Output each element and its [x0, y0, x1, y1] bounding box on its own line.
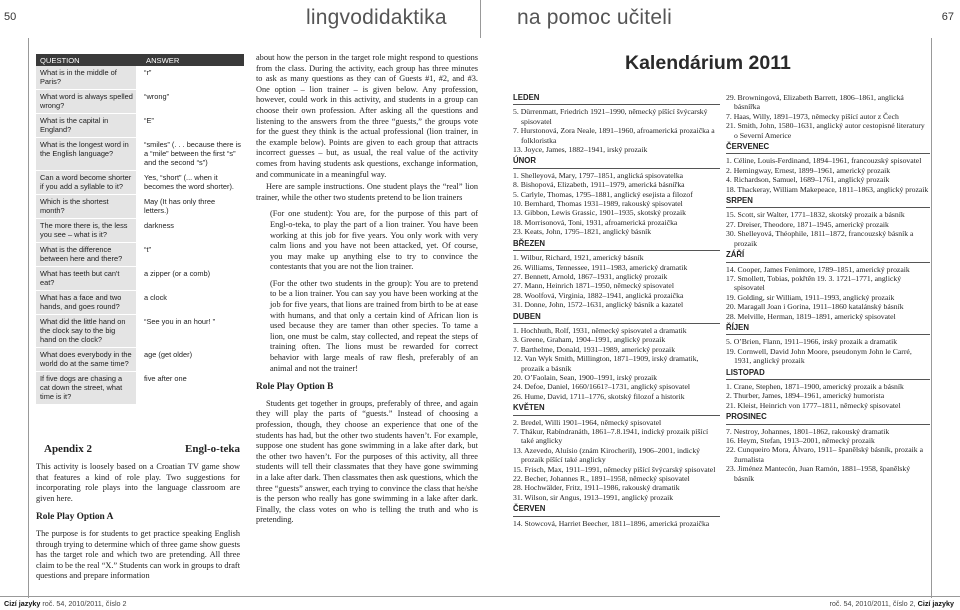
month-rule	[726, 262, 930, 263]
month-rule	[513, 250, 720, 251]
middle-column	[256, 53, 478, 528]
footer-left	[4, 599, 127, 608]
table-row	[36, 291, 244, 315]
calendar-entry: 7. Nestroy, Johannes, 1801–1862, rakouský dramatik	[726, 426, 890, 436]
calendar-month	[726, 93, 930, 140]
calendar-month	[726, 250, 930, 321]
calendar-column-right	[726, 93, 930, 485]
calendar-entry: 2. Bredel, Willi 1901–1964, německý spisovatel	[513, 417, 662, 427]
answer-cell: a zipper (or a comb)	[136, 267, 244, 291]
question-cell: Which is the shortest month?	[36, 195, 136, 219]
calendar-entry: 2. Hemingway, Ernest, 1899–1961, americký prozaik	[726, 165, 891, 175]
calendar-entry: 23. Jiménez Mantecón, Juan Ramón, 1881–1958, španělský básník	[726, 464, 911, 483]
column-question: QUESTION	[40, 55, 80, 65]
calendar-entry: 27. Mann, Heinrich 1871–1950, německý spisovatel	[513, 281, 674, 291]
month-heading: KVĚTEN	[513, 403, 545, 413]
month-heading: DUBEN	[513, 311, 541, 321]
calendar-month	[726, 323, 930, 366]
calendar-entry: 3. Greene, Graham, 1904–1991, anglický prozaik	[513, 335, 666, 345]
calendar-entry: 4. Richardson, Samuel, 1689–1761, anglický prozaik	[726, 175, 890, 185]
month-heading: LEDEN	[513, 93, 540, 102]
calendar-month	[726, 196, 930, 248]
answer-cell: “t”	[136, 243, 244, 267]
month-rule	[513, 516, 720, 517]
calendar-entry: 5. Carlyle, Thomas, 1795–1881, anglický esejista a filozof	[513, 189, 693, 199]
footer-right	[829, 599, 954, 608]
question-cell: If five dogs are chasing a cat down the street, what time is it?	[36, 372, 136, 405]
header-title-left: lingvodidaktika	[306, 6, 447, 29]
calendar-entry: 12. Van Wyk Smith, Millington, 1871–1909, irský dramatik, prozaik a básník	[513, 354, 699, 373]
calendar-entry: 7. Haas, Willy, 1891–1973, německy píšící autor z Čech	[726, 111, 899, 121]
table-header	[36, 54, 244, 66]
journal-name: Cizí jazyky	[4, 599, 41, 608]
answer-cell: “E”	[136, 114, 244, 138]
answer-cell: darkness	[136, 219, 244, 243]
answer-cell: “wrong”	[136, 90, 244, 114]
question-cell: What has a face and two hands, and goes round?	[36, 291, 136, 315]
table-row	[36, 372, 244, 405]
calendar-entry: 26. Williams, Tennessee, 1911–1983, americký dramatik	[513, 262, 688, 272]
issue-info: roč. 54, 2010/2011, číslo 2,	[829, 599, 918, 608]
calendar-entry: 10. Bernhard, Thomas 1931–1989, rakouský spisovatel	[513, 199, 683, 209]
calendar-entry: 5. O’Brien, Flann, 1911–1966, irský prozaik a dramatik	[726, 337, 898, 347]
paragraph: Here are sample instructions. One student plays the “real” lion trainer, while the other two students pretend to be lion trainers	[256, 182, 478, 202]
question-cell: What does everybody in the world do at the same time?	[36, 348, 136, 372]
month-rule	[726, 207, 930, 208]
table-row	[36, 243, 244, 267]
answer-cell: age (get older)	[136, 348, 244, 372]
table-body	[36, 66, 244, 405]
calendar-entry: 19. Golding, sir William, 1911–1993, anglický prozaik	[726, 292, 895, 302]
issue-info: roč. 54, 2010/2011, číslo 2	[40, 599, 127, 608]
calendar-entry: 7. Barthelme, Donald, 1931–1989, americký prozaik	[513, 344, 676, 354]
calendar-month	[513, 312, 720, 402]
appendix-label: Apendix 2	[44, 443, 92, 455]
question-cell: What word is always spelled wrong?	[36, 90, 136, 114]
table-row	[36, 315, 244, 348]
calendar-entry: 28. Melville, Herman, 1819–1891, americký spisovatel	[726, 311, 896, 321]
calendar-month	[513, 93, 720, 154]
journal-name: Cizí jazyky	[917, 599, 954, 608]
month-rule	[513, 415, 720, 416]
calendar-entry: 15. Frisch, Max, 1911–1991, německy píšící švýcarský spisovatel	[513, 464, 716, 474]
calendar-entry: 30. Shelleyová, Théophile, 1811–1872, francouzský básník a prozaik	[726, 229, 914, 248]
month-heading: LISTOPAD	[726, 367, 765, 377]
calendar-entry: 28. Hochwälder, Fritz, 1911–1986, rakouský dramatik	[513, 483, 680, 493]
page-footer	[0, 596, 960, 610]
header-title-right: na pomoc učiteli	[517, 6, 672, 29]
calendar-entry: 23. Keats, John, 1795–1821, anglický básník	[513, 227, 652, 237]
calendar-entry: 29. Browningová, Elizabeth Barrett, 1806–1861, anglická básnířka	[726, 93, 904, 112]
calendar-month	[726, 142, 930, 194]
calendar-entry: 27. Bennett, Arnold, 1867–1931, anglický prozaik	[513, 271, 668, 281]
month-heading: ČERVEN	[513, 504, 546, 514]
question-cell: Can a word become shorter if you add a syllable to it?	[36, 171, 136, 195]
calendar-entry: 21. Smith, John, 1580–1631, anglický autor cestopisné literatury o Severní Americe	[726, 121, 925, 140]
left-margin-rule	[28, 38, 29, 598]
calendar-entry: 21. Kleist, Heinrich von 1777–1811, německý spisovatel	[726, 400, 901, 410]
question-cell: What is the longest word in the English language?	[36, 138, 136, 171]
calendar-entry: 18. Thackeray, William Makepeace, 1811–1863, anglický prozaik	[726, 184, 929, 194]
month-heading: ÚNOR	[513, 156, 536, 166]
calendar-column-left	[513, 93, 720, 530]
month-rule	[513, 168, 720, 169]
calendar-entry: 17. Smollett, Tobias, pokřtěn 19. 3. 1721–1771, anglický spisovatel	[726, 273, 902, 293]
calendar-entry: 1. Shelleyová, Mary, 1797–1851, anglická spisovatelka	[513, 170, 684, 180]
calendar-entry: 7. Thákur, Rabíndranáth, 1861–7.8.1941, indický prozaik píšící také anglicky	[513, 427, 709, 446]
calendar-entry: 13. Gibbon, Lewis Grassic, 1901–1935, skotský prozaik	[513, 208, 686, 218]
answer-cell: five after one	[136, 372, 244, 405]
calendar-entry: 1. Wilbur, Richard, 1921, americký básník	[513, 253, 644, 263]
question-cell: The more there is, the less you see – what is it?	[36, 219, 136, 243]
question-cell: What did the little hand on the clock say to the big hand on the clock?	[36, 315, 136, 348]
month-heading: ŘÍJEN	[726, 322, 749, 332]
column-answer: ANSWER	[146, 55, 180, 65]
appendix-intro: This activity is loosely based on a Croatian TV game show that features a kind of role play. Two suggestions for incorporating role plays into the language classroom are given here.	[36, 462, 240, 503]
calendar-entry: 16. Heym, Stefan, 1913–2001, německý prozaik	[726, 436, 875, 445]
calendar-entry: 15. Scott, sir Walter, 1771–1832, skotský prozaik a básník	[726, 210, 905, 220]
calendar-entry: 1. Céline, Louis-Ferdinand, 1894–1961, francouzský spisovatel	[726, 156, 922, 166]
month-rule	[726, 334, 930, 335]
calendar-entry: 13. Joyce, James, 1882–1941, irský prozaik	[513, 145, 648, 155]
answer-cell: “smiles” (. . . because there is a “mile” between the first “s” and the second “s”)	[136, 138, 244, 171]
answer-cell: “See you in an hour! ”	[136, 315, 244, 348]
question-cell: What is in the middle of Paris?	[36, 66, 136, 90]
page-number-right: 67	[941, 11, 954, 23]
calendar-entry: 14. Cooper, James Fenimore, 1789–1851, americký prozaik	[726, 264, 910, 274]
calendar-entry: 13. Azevedo, Aluísio (znám Kirocheril), 1906–2001, indický prozaik píšící také anglicky	[513, 445, 701, 465]
calendar-entry: 24. Defoe, Daniel, 1660/1661?–1731, anglický spisovatel	[513, 382, 690, 392]
table-row	[36, 171, 244, 195]
calendar-entry: 1. Crane, Stephen, 1871–1900, americký prozaik a básník	[726, 381, 904, 391]
calendar-entry: 14. Stowcová, Harriet Beecher, 1811–1896, americká prozaička	[513, 518, 710, 528]
appendix-title: Engl-o-teka	[185, 443, 240, 455]
page-header	[0, 0, 960, 38]
table-row	[36, 219, 244, 243]
table-row	[36, 138, 244, 171]
calendar-entry: 22. Becher, Johannes R., 1891–1958, německý spisovatel	[513, 474, 690, 484]
table-row	[36, 66, 244, 90]
calendar-entry: 1. Hochhuth, Rolf, 1931, německý spisovatel a dramatik	[513, 325, 687, 335]
calendar-entry: 7. Hurstonová, Zora Neale, 1891–1960, afroamerická prozaička a folkloristka	[513, 126, 715, 145]
table-row	[36, 90, 244, 114]
month-rule	[513, 323, 720, 324]
calendar-title: Kalendárium 2011	[625, 52, 791, 74]
question-cell: What is the difference between here and there?	[36, 243, 136, 267]
paragraph: Students get together in groups, preferably of three, and again they will play the parts of “guests.” Instead of choosing a profession, though, they choose an experience that one of the students has had, but the other two students haven’t. For example, suppose one student has gone swimming in a lake after dark, but the other two haven’t. For the purposes of this activity, all three students will tell their classmates that they have gone swimming in a lake after dark. Then classmates then ask questions, which the three “guests” answer, each trying to convince the class that he/she is the person who really has gone swimming in a lake after dark. Finally, the class votes on who is telling the truth and who is pretending.	[256, 398, 478, 525]
answer-cell: May (It has only three letters.)	[136, 195, 244, 219]
month-heading: PROSINEC	[726, 412, 767, 422]
month-heading: ZÁŘÍ	[726, 250, 745, 260]
right-margin-rule	[931, 38, 932, 598]
page-number-left: 50	[4, 11, 17, 23]
table-row	[36, 267, 244, 291]
calendar-entry: 20. Maragall Joan i Gorina, 1911–1860 katalánský básník	[726, 302, 904, 312]
calendar-entry: 19. Cornwell, David John Moore, pseudonym John le Carré, 1931, anglický prozaik	[726, 346, 912, 366]
answer-cell: a clock	[136, 291, 244, 315]
answer-cell: Yes, “short” (... when it becomes the word shorter).	[136, 171, 244, 195]
question-cell: What has teeth but can't eat?	[36, 267, 136, 291]
calendar-entry: 18. Morrisonová, Toni, 1931, afroamerická prozaička	[513, 217, 678, 227]
calendar-entry: 27. Dreiser, Theodore, 1871–1945, americký prozaik	[726, 219, 889, 229]
header-divider	[480, 0, 481, 38]
table-row	[36, 348, 244, 372]
calendar-entry: 5. Dürrenmatt, Friedrich 1921–1990, německý píšící švýcarský spisovatel	[513, 107, 708, 126]
answer-cell: “r”	[136, 66, 244, 90]
month-heading: BŘEZEN	[513, 238, 546, 248]
month-heading: ČERVENEC	[726, 142, 770, 152]
calendar-entry: 22. Cunqueiro Mora, Álvaro, 1911– španělský básník, prozaik a žurnalista	[726, 445, 923, 464]
calendar-entry: 28. Woolfová, Virginia, 1882–1941, anglická prozaička	[513, 290, 684, 300]
calendar-month	[513, 403, 720, 502]
calendar-entry: 31. Donne, John, 1572–1631, anglický básník a kazatel	[513, 300, 684, 310]
month-rule	[726, 153, 930, 154]
calendar-month	[513, 239, 720, 310]
option-b-heading: Role Play Option B	[256, 382, 334, 393]
question-cell: What is the capital in England?	[36, 114, 136, 138]
month-heading: SRPEN	[726, 196, 753, 206]
option-a-heading: Role Play Option A	[36, 512, 114, 523]
appendix-column	[36, 462, 240, 582]
calendar-month	[726, 412, 930, 483]
month-rule	[726, 379, 930, 380]
calendar-entry: 26. Hume, David, 1711–1776, skotský filozof a historik	[513, 391, 685, 401]
calendar-entry: 2. Thurber, James, 1894–1961, americký humorista	[726, 391, 885, 401]
calendar-entry: 8. Bishopová, Elizabeth, 1911–1979, americká básnířka	[513, 180, 685, 190]
table-row	[36, 114, 244, 138]
calendar-entry: 31. Wilson, sir Angus, 1913–1991, anglický prozaik	[513, 492, 674, 502]
month-rule	[726, 424, 930, 425]
paragraph: about how the person in the target role might respond to questions from the class. During the activity, each group has three minutes to ask as many questions as they can of Guests #1, #2, and #3. One option – lion trainer – is given below. Any profession, however, could work in this activity, and students in a group can choose their own profession. After asking all the questions and listening to the answers from the three “guests,” the groups vote for the guest they think is the actual professional (lion trainer, in the example below). Points are given to each group that attracts incorrect guesses – but, as usual, the real value of the activity comes from having students ask questions, exchange information, and communicate in a meaningful way.	[256, 53, 478, 179]
instruction-one-student: (For one student): You are, for the purpose of this part of Engl-o-teka, to play the part of a lion trainer. You have been working at this job for five years. You only work with very calm lions and you have not been attacked, yet. Of course, you may make up anything else to try to convince the contestants that you are not the lion trainer.	[270, 209, 478, 272]
calendar-month	[726, 368, 930, 411]
calendar-month	[513, 504, 720, 528]
table-row	[36, 195, 244, 219]
calendar-entry: 20. O’Faolain, Sean, 1900–1991, irský prozaik	[513, 372, 658, 382]
instruction-two-students: (For the other two students in the group): You are to pretend to be a lion trainer. You can say you have been working at the job for five years, that lions are trained from birth to be at ease with humans, and that only a certain kind of African lion is used because they are tamer than other species. To tame a lion, one must be calm, stay collected, and repeat the steps of training often. The lions must be rewarded for correct behavior with large meals of raw flesh, preferably of an animal and not the trainer!	[270, 278, 478, 373]
appendix-heading	[44, 443, 240, 455]
question-answer-table	[36, 54, 244, 405]
calendar-month	[513, 156, 720, 236]
option-a-text: The purpose is for students to get practice speaking English through trying to determine which of three game show guests has the target role and which two are pretending. All three claim to be the real “X.” Students can work in groups to draft questions and prepare information	[36, 528, 240, 581]
month-rule	[513, 104, 720, 105]
